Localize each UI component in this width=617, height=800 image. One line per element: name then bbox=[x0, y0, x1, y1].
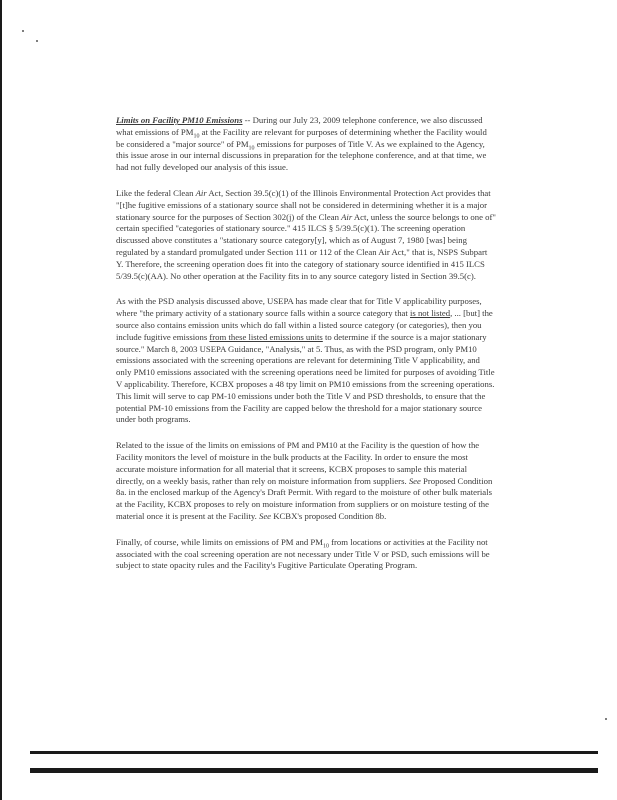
paragraph-text: KCBX's proposed Condition 8b. bbox=[271, 510, 387, 521]
paragraph-text: Proposed Condition 8a. in the enclosed markup of the Agency's Draft Permit. With regard to the moisture of other bulk materials at the Facility, KCBX proposes to rely on moisture information from suppliers or on moisture testing of the material once it is present at the Facility. bbox=[116, 475, 493, 521]
underlined-text: from these listed emissions units bbox=[209, 331, 323, 342]
italic-text: Air bbox=[195, 187, 207, 198]
paragraph-text: from locations or activities at the Facility not associated with the coal screening operation are not necessary under Title V or PSD, such emissions will be subject to state opacity rules and the Facility's Fugitive Particulate Operating Program. bbox=[116, 536, 490, 571]
paragraph-text: at the Facility are relevant for purposes of determining whether the Facility would be considered a "major source" of PM bbox=[116, 126, 487, 149]
scan-left-edge bbox=[0, 0, 2, 800]
paragraph-moisture-monitoring bbox=[116, 440, 496, 523]
paragraph-text: Like the federal Clean bbox=[116, 187, 196, 198]
scan-speck bbox=[22, 30, 24, 32]
paragraph-text: Finally, of course, while limits on emissions of PM and PM bbox=[116, 536, 323, 547]
paragraph-pm10-limits bbox=[116, 115, 496, 174]
section-heading: Limits on Facility PM10 Emissions bbox=[116, 115, 243, 125]
scan-speck bbox=[605, 718, 607, 720]
subscript: 10 bbox=[193, 133, 200, 140]
subscript: 10 bbox=[322, 543, 329, 550]
paragraph-text: , ... [but] the source also contains emission units which do fall within a listed source category (or categories), then you include fugitive emissions bbox=[116, 308, 493, 342]
paragraph-text: to determine if the source is a major stationary source." March 8, 2003 USEPA Guidance, "Analysis," at 5. Thus, as with the PSD program, only PM10 emissions associated with the screening operations are relevant for determining Title V applicability, and only PM10 emissions associated with the screening operations need be limited for purposes of avoiding Title V applicability. Therefore, KCBX proposes a 48 tpy limit on PM10 emissions from the screening operations. This limit will serve to cap PM-10 emissions under both the Title V and PSD thresholds, to ensure that the potential PM-10 emissions from the Facility are capped below the threshold for a major stationary source under both programs. bbox=[116, 331, 495, 425]
paragraph-finally bbox=[116, 537, 496, 572]
underlined-text: is not listed bbox=[410, 308, 451, 319]
paragraph-title-v-applicability bbox=[116, 296, 496, 426]
paragraph-text: -- During our July 23, 2009 telephone conference, we also discussed what emissions of PM bbox=[116, 115, 483, 137]
paragraph-fugitive-emissions bbox=[116, 188, 496, 282]
paragraph-text: As with the PSD analysis discussed above, USEPA has made clear that for Title V applicability purposes, where "the primary activity of a stationary source falls within a source category that bbox=[116, 296, 482, 319]
paragraph-text: Related to the issue of the limits on emissions of PM and PM10 at the Facility is the question of how the Facility monitors the level of moisture in the bulk products at the Facility. In order to ensure the most accurate moisture information for all material that it screens, KCBX proposes to sample this material directly, on a weekly basis, rather than rely on moisture information from suppliers. bbox=[116, 440, 480, 486]
italic-text: See bbox=[408, 475, 421, 486]
letter-body bbox=[116, 115, 496, 586]
paragraph-text: Act, Section 39.5(c)(1) of the Illinois Environmental Protection Act provides that "[t]he fugitive emissions of a stationary source shall not be considered in determining whether it is a major stationary source for the purposes of Section 302(j) of the Clean bbox=[116, 187, 491, 222]
subscript: 10 bbox=[248, 145, 255, 152]
italic-text: See bbox=[258, 510, 272, 521]
scan-speck bbox=[36, 40, 38, 42]
footer-rule-thin bbox=[30, 751, 598, 754]
paragraph-text: emissions for purposes of Title V. As we explained to the Agency, this issue arose in our internal discussions in preparation for the telephone conference, and at that time, we had not fully developed our analysis of this issue. bbox=[116, 138, 487, 173]
footer-rule-thick bbox=[30, 768, 598, 773]
paragraph-text: Act, unless the source belongs to one of" certain specified "categories of stationary source." 415 ILCS § 5/39.5(c)(1). The screening operation discussed above constitutes a "stationary source category[y], which as of August 7, 1980 [was] being regulated by a standard promulgated under Section 111 or 112 of the Clean Air Act," that is, NSPS Subpart Y. Therefore, the screening operation does fit into the category of stationary source identified in 415 ILCS 5/39.5(c)(AA). No other operation at the Facility fits in to any source category listed in Section 39.5(c). bbox=[116, 211, 496, 281]
italic-text: Air bbox=[341, 211, 353, 222]
